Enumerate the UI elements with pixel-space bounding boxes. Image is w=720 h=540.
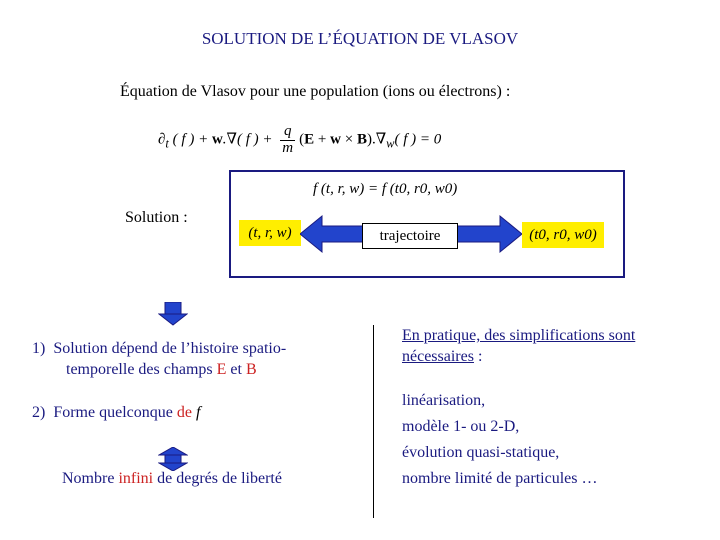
eq-w2: w <box>330 131 341 148</box>
eq-part4: .∇( f ) + <box>222 131 277 148</box>
right-coordinates: (t0, r0, w0) <box>522 222 604 248</box>
item-1-E: E <box>216 361 227 378</box>
intro-text: Équation de Vlasov pour une population (ions ou électrons) : <box>120 83 511 100</box>
list-item: évolution quasi-statique, <box>402 444 560 461</box>
solution-equation: f (t, r, w) = f (t0, r0, w0) <box>313 181 458 197</box>
eq-part2: ( f ) + <box>172 131 212 148</box>
item-2-number: 2) <box>32 404 46 421</box>
eq-part9: × <box>340 131 357 148</box>
list-item: linéarisation, <box>402 392 486 409</box>
trajectory-label: trajectoire <box>362 223 458 249</box>
simplifications-line-b: nécessaires <box>402 348 474 365</box>
vlasov-equation <box>158 124 441 157</box>
eq-part5: ( <box>299 131 305 148</box>
eq-nabla-sub: w <box>386 136 395 151</box>
item-1-number: 1) <box>32 340 46 357</box>
eq-partial-sub: t <box>165 136 169 151</box>
simplifications-heading: En pratique, des simplifications sont nécessaires : <box>402 327 636 365</box>
solution-label: Solution : <box>125 209 188 226</box>
list-item: nombre limité de particules … <box>402 470 598 487</box>
item-2-f: f <box>195 404 201 421</box>
eq-partial: ∂ <box>158 131 166 148</box>
eq-w: w <box>211 131 223 148</box>
eq-part11: ).∇ <box>366 131 387 148</box>
infinite-word: infini <box>118 470 154 487</box>
item-1-B: B <box>245 361 257 378</box>
item-1-line-a: Solution dépend de l’histoire spatio- <box>53 340 287 357</box>
page-title: SOLUTION DE L’ÉQUATION DE VLASOV <box>201 29 519 48</box>
eq-B: B <box>356 131 367 148</box>
column-divider <box>373 325 374 518</box>
eq-fraction <box>280 124 295 157</box>
eq-frac-den: m <box>282 139 294 156</box>
eq-part12: ( f ) = 0 <box>394 131 442 148</box>
down-arrow-icon <box>158 302 188 326</box>
item-2-text: Forme quelconque <box>53 404 173 421</box>
degrees-of-freedom: Nombre infini de degrés de liberté <box>62 470 282 487</box>
simplifications-line-a: En pratique, des simplifications sont <box>402 327 636 344</box>
simplifications-list <box>402 388 598 492</box>
up-down-arrow-icon <box>158 447 188 471</box>
item-2: 2) Forme quelconque de f <box>32 404 201 421</box>
item-1-line-b: temporelle des champs E et B <box>66 361 257 378</box>
eq-frac-num: q <box>280 124 295 141</box>
list-item: modèle 1- ou 2-D, <box>402 418 520 435</box>
item-1 <box>32 338 286 380</box>
left-coordinates: (t, r, w) <box>239 220 301 246</box>
eq-part7: + <box>314 131 331 148</box>
eq-E: E <box>304 131 315 148</box>
